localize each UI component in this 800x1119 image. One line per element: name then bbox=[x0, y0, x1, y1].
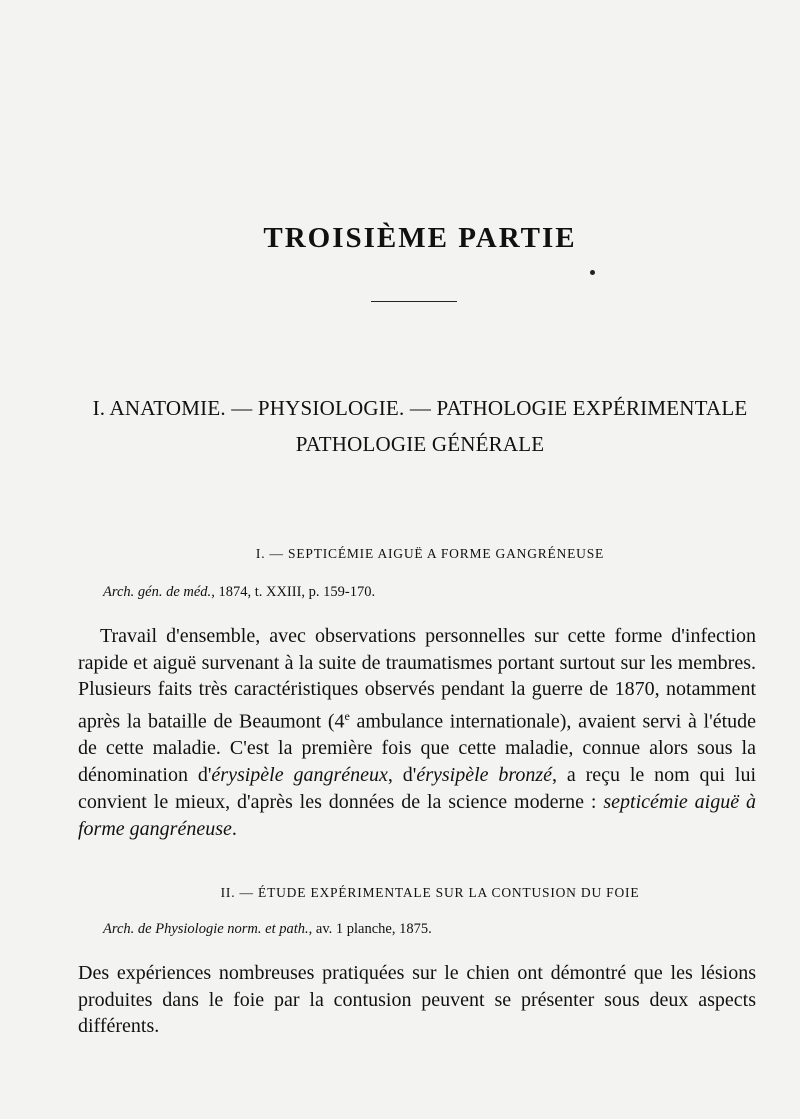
article1-body-end: . bbox=[231, 817, 237, 840]
article2-journal: Arch. de Physiologie norm. et path. bbox=[103, 921, 309, 937]
section-heading-line1: I. ANATOMIE. — PHYSIOLOGIE. — PATHOLOGIE EXPÉRIMENTALE bbox=[92, 396, 748, 420]
article1-body-part2: ambulance internationale), avaient servi à l'étude de cette maladie. C'est la première fois que cette maladie, connue alors sous la dénomination d' bbox=[78, 710, 757, 787]
article1-body-part1: Travail d'ensemble, avec observations personnelles sur cette forme d'infection rapide et aiguë survenant à la suite de traumatismes portant surtout sur les membres. Plusieurs faits très caractéristiques observés pendant la guerre de 1870, notamment après la bataille de Beaumont (4 bbox=[78, 625, 756, 733]
article1-reference bbox=[103, 584, 375, 601]
article1-term1: érysipèle gangréneux bbox=[211, 764, 388, 787]
ink-dot bbox=[590, 270, 595, 275]
article2-body: Des expériences nombreuses pratiquées sur le chien ont démontré que les lésions produites dans le foie par la contusion peuvent se présenter sous deux aspects différents. bbox=[78, 962, 756, 1038]
article1-body bbox=[78, 623, 756, 842]
article1-body-part4: , a reçu le nom qui lui convient le mieux, d'après les données de la science moderne : bbox=[78, 764, 757, 813]
article2-heading: II. — ÉTUDE EXPÉRIMENTALE SUR LA CONTUSION DU FOIE bbox=[220, 885, 640, 900]
section-heading-line2: PATHOLOGIE GÉNÉRALE bbox=[295, 432, 545, 456]
article1-term3: septicémie aiguë à forme gangréneuse bbox=[78, 790, 757, 840]
article1-body-sup: e bbox=[344, 709, 350, 724]
part-title: TROISIÈME PARTIE bbox=[263, 222, 577, 254]
article1-term2: érysipèle bronzé bbox=[416, 764, 553, 787]
article2-reference bbox=[103, 921, 432, 938]
article2-ref-details: , av. 1 planche, 1875. bbox=[308, 921, 432, 937]
article1-body-part3: , d' bbox=[387, 764, 417, 787]
title-rule bbox=[371, 301, 457, 302]
article1-heading: I. — SEPTICÉMIE AIGUË A FORME GANGRÉNEUSE bbox=[255, 546, 605, 561]
article1-journal: Arch. gén. de méd. bbox=[103, 584, 212, 600]
article1-ref-details: , 1874, t. XXIII, p. 159-170. bbox=[211, 584, 376, 600]
